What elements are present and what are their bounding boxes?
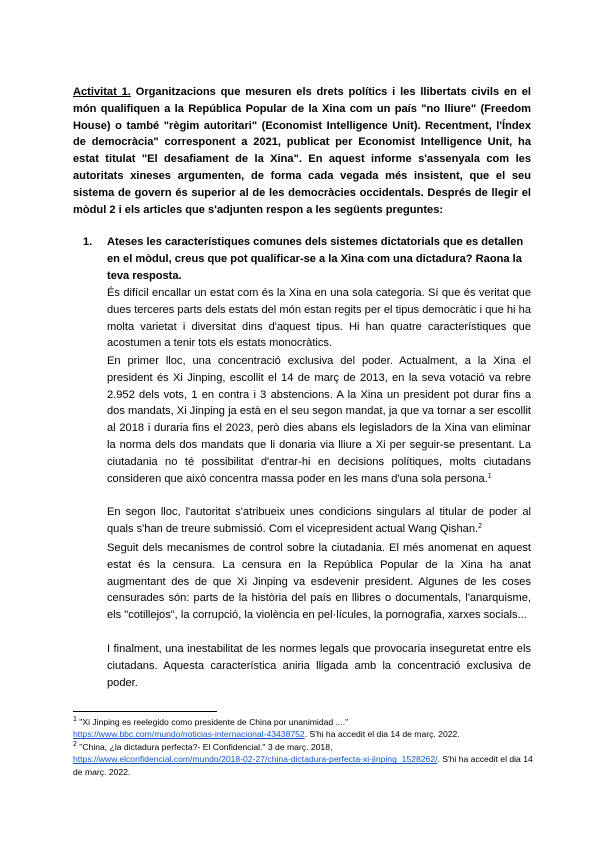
- answer-paragraph-5: I finalment, una inestabilitat de les normes legals que provocaria inseguretat entre els ciutadans. Aquesta característica aniria lligada amb la concentració exclusiva de poder.: [107, 643, 531, 689]
- activity-intro-text: Organitzacions que mesuren els drets polítics i les llibertats civils en el món qualifiquen a la República Popular de la Xina com un país "no lliure" (Freedom House) o també "règim autoritari" (Economist Intelligence Unit). Recentment, l'Índex de democràcia" corresponent a 2021, publicat per Economist Intelligence Unit, ha estat titulat "El desafiament de la Xina". En aquest informe s'assenyala com les autoritats xineses argumenten, de forma cada vegada més insistent, que el seu sistema de govern és superior al de les democràcies occidentals. Després de llegir el mòdul 2 i els articles que s'adjunten respon a les següents preguntes:: [73, 86, 532, 216]
- answer-paragraph-3-text: En segon lloc, l'autoritat s'atribueix unes condicions singulars al titular de poder al quals s'han de treure submissió. Com el vicepresident actual Wang Qishan.: [107, 506, 531, 535]
- answer-paragraph-4: Seguit dels mecanismes de control sobre la ciutadania. El més anomenat en aquest estat és la censura. La censura en la República Popular de la Xina ha anat augmentant des de que Xi Jinping va esdevenir president. Algunes de les coses censurades són: parts de la història del país en llibres o documentals, l'anarquisme, els "cotillejos", la corrupció, la violència en pel·lícules, la pornografia, xarxes socials...: [107, 542, 531, 622]
- footnote-ref-1[interactable]: 1: [487, 472, 492, 480]
- footnote-2: [73, 741, 533, 778]
- footnote-2-title: "China, ¿la dictadura perfecta?- El Confidencial." 3 de març. 2018,: [76, 742, 333, 752]
- question-number: 1.: [83, 236, 93, 248]
- activity-label: Activitat 1.: [73, 86, 131, 98]
- footnote-2-access: . S'hi ha accedit el dia 14 de març. 2022.: [73, 754, 533, 777]
- footnote-1-title: "Xi Jinping es reelegido como presidente de China por unanimidad ....": [76, 717, 349, 727]
- question-1: [83, 234, 531, 284]
- answer-paragraph-2-text: En primer lloc, una concentració exclusiva del poder. Actualment, a la Xina el president és Xi Jinping, escollit el 14 de març de 2013, en la seva votació va rebre 2.952 dels vots, 1 en contra i 3 abstencions. A la Xina un president pot durar fins a dos mandats, Xi Jinping ja està en el seu segon mandat, ja que va tornar a ser escollit al 2018 i duraria fins el 2023, però dies abans els legisladors de la Xina van eliminar la norma dels dos mandats que li donaria via lliure a Xi per seguir-se presentant. La ciutadania no té possibilitat d'entrar-hi en decisions polítiques, molts ciutadans consideren que això concentra massa poder en les mans d'una sola persona.: [107, 355, 531, 485]
- footnote-divider: [73, 711, 217, 712]
- question-text: Ateses les característiques comunes dels sistemes dictatorials que es detallen en el mòdul, creus que pot qualificar-se a la Xina com una dictadura? Raona la teva resposta.: [107, 236, 524, 282]
- footnote-1-link[interactable]: https://www.bbc.com/mundo/noticias-internacional-43438752: [73, 729, 305, 740]
- footnote-ref-2[interactable]: 2: [478, 522, 482, 530]
- answer-paragraph-1: És difícil encallar un estat com és la Xina en una sola categoria. Sí que és veritat que dues terceres parts dels estats del món estan regits per el tipus democràtic i que hi ha molta varietat i diversitat dins d'aquest tipus. Hi han quatre característiques que acostumen a tenir tots els estats monocràtics.: [107, 287, 531, 350]
- footnote-1: [73, 716, 533, 741]
- answer-paragraph-2: [107, 353, 531, 487]
- footnote-2-link[interactable]: https://www.elconfidencial.com/mundo/2018-02-27/china-dictadura-perfecta-xi-jinping_1528262/: [73, 754, 438, 765]
- answer-paragraph-3: [107, 504, 531, 538]
- footnote-1-access: . S'hi ha accedit el dia 14 de març. 2022.: [304, 729, 460, 740]
- footnote-2-number: 2: [73, 741, 77, 748]
- footnote-1-number: 1: [73, 716, 77, 723]
- activity-intro: [73, 84, 531, 218]
